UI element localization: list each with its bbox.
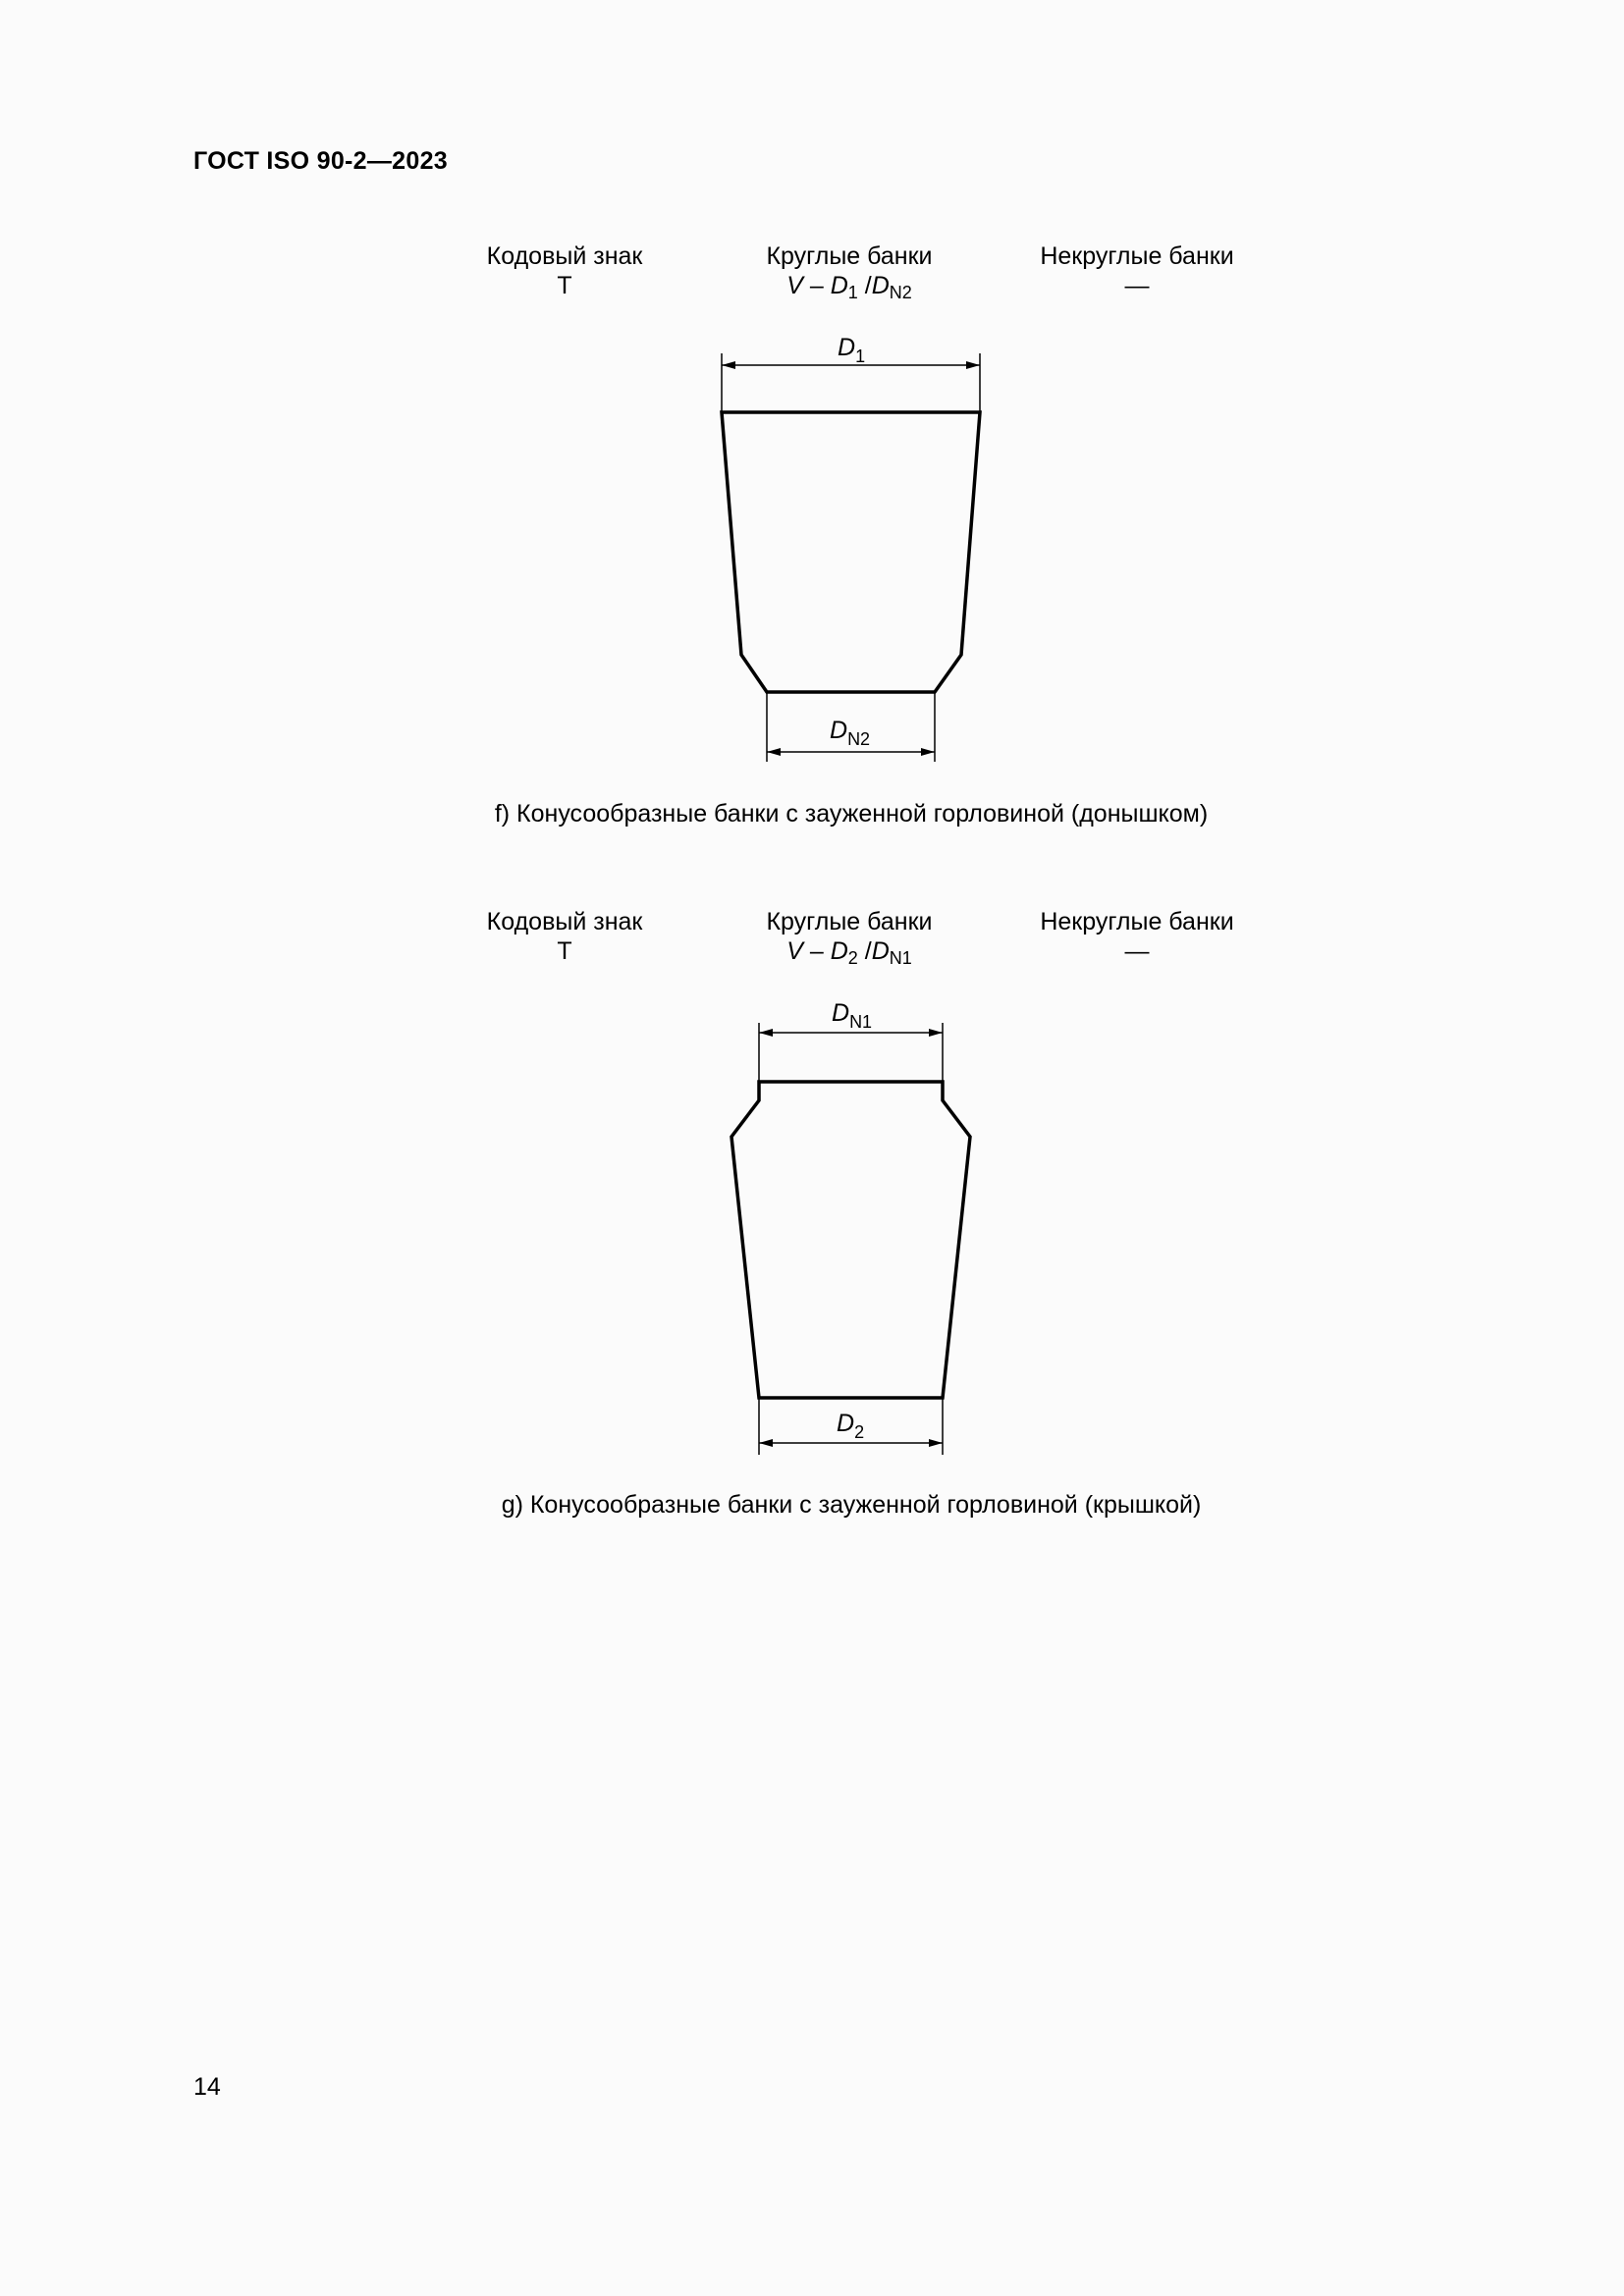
formula-slash: /: [857, 937, 872, 965]
tapered-can-narrowed-top: [731, 999, 970, 1455]
formula-d: D: [830, 272, 848, 299]
non-round-cans-value: —: [1124, 272, 1150, 299]
formula-sub1: 1: [847, 283, 858, 302]
formula-v: V: [786, 272, 803, 299]
round-cans-title: Круглые банки: [766, 908, 933, 935]
dim-label-top: $D_{N1}$: [832, 999, 873, 1032]
code-sign-value: T: [557, 272, 572, 299]
formula-sub1: 2: [847, 948, 858, 968]
page-number: 14: [193, 2073, 221, 2101]
can-outline: [731, 1082, 970, 1398]
dim-label-top: $D_1$: [838, 334, 866, 366]
formula-sub2: N2: [889, 283, 912, 302]
formula-d2: D: [871, 272, 890, 299]
code-sign-title: Кодовый знак: [486, 908, 643, 935]
non-round-cans-column-g: [1009, 907, 1265, 966]
can-outline: [722, 412, 980, 692]
formula-dash: –: [802, 272, 831, 299]
formula-d: D: [830, 937, 848, 965]
code-sign-column-g: [466, 907, 663, 966]
code-sign-value: T: [557, 937, 572, 965]
formula-sub2: N1: [889, 948, 912, 968]
figure-f-caption: f) Конусообразные банки с зауженной горловиной (донышком): [494, 800, 1209, 828]
formula-v: V: [786, 937, 803, 965]
formula-d2: D: [871, 937, 890, 965]
round-cans-column-g: [727, 907, 972, 966]
code-sign-title: Кодовый знак: [486, 242, 643, 270]
non-round-cans-title: Некруглые банки: [1040, 908, 1234, 935]
non-round-cans-value: —: [1124, 937, 1150, 965]
dim-label-bottom: $D_{N2}$: [830, 717, 871, 749]
document-code-header: ГОСТ ISO 90-2—2023: [193, 147, 449, 175]
tapered-can-narrowed-bottom: [722, 334, 980, 762]
round-cans-formula: [727, 936, 972, 966]
figure-g-caption: g) Конусообразные банки с зауженной горловиной (крышкой): [501, 1491, 1202, 1519]
round-cans-title: Круглые банки: [766, 242, 933, 270]
formula-slash: /: [857, 272, 872, 299]
formula-dash: –: [802, 937, 831, 965]
dim-label-bottom: $D_2$: [837, 1410, 865, 1442]
non-round-cans-title: Некруглые банки: [1040, 242, 1234, 270]
